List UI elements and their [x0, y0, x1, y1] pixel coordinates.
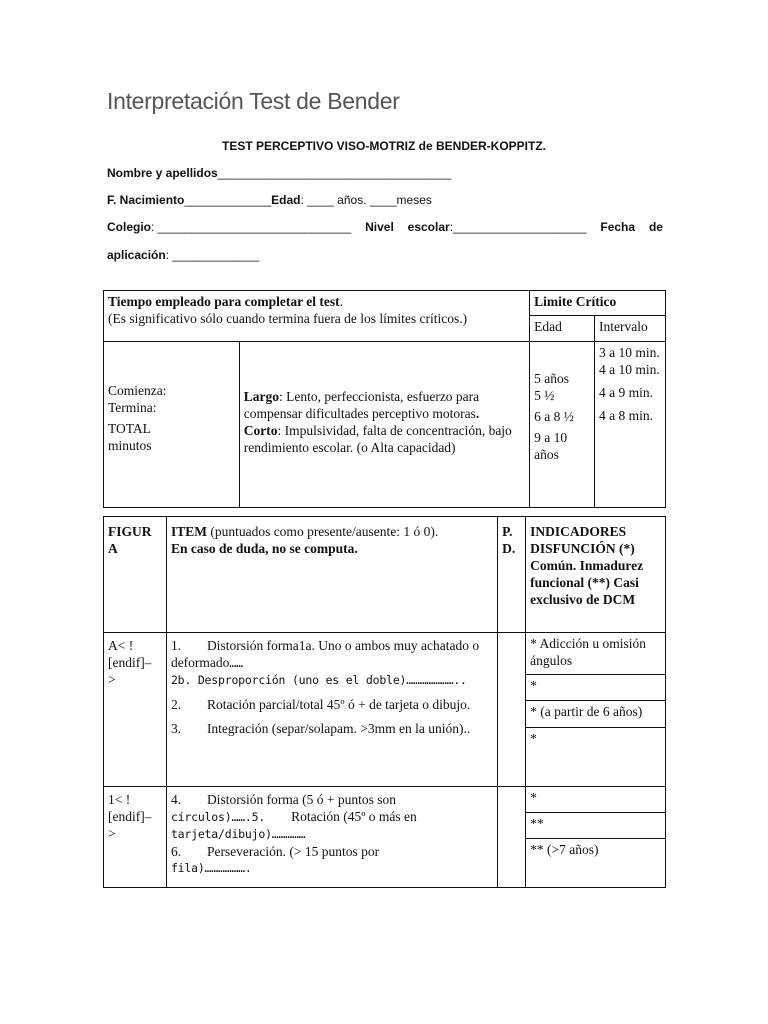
interval-row: 3 a 10 min. — [599, 345, 660, 360]
age-row: 9 a 10 años — [534, 430, 568, 462]
item-header — [166, 517, 497, 633]
time-note: (Es significativo sólo cuando termina fuera de los límites críticos.) — [108, 311, 468, 326]
short-text: : Impulsividad, falta de concentración, bajo rendimiento escolar. (o Alta capacidad) — [243, 423, 512, 455]
date-label-2: de — [648, 220, 663, 234]
indicator-cell: ** (>7 años) — [526, 839, 666, 888]
item-text: Perseveración. (> 15 puntos por — [206, 844, 380, 859]
indicator-cell: * — [526, 787, 666, 813]
item-text: círculos)…….5. — [170, 810, 266, 824]
item-header-note: En caso de duda, no se computa. — [170, 541, 358, 556]
group-a-items — [166, 633, 497, 787]
total-label: TOTAL — [108, 421, 151, 436]
level-field[interactable]: :____________________ — [449, 220, 587, 234]
time-header-cell: Tiempo empleado para completar el test. (Es significativo sólo cuando termina fuera de los límites críticos.) — [104, 291, 530, 342]
application-label: aplicación — [107, 248, 166, 262]
group-1-items — [166, 787, 497, 888]
item-text: 2b. Desproporción (uno es el doble)………………….. — [170, 673, 467, 687]
start-end-cell — [104, 342, 240, 508]
interval-row: 4 a 10 min. — [599, 362, 660, 377]
birth-label: F. Nacimiento — [107, 193, 185, 207]
item-text: Rotación (45º o más en — [291, 809, 417, 824]
item-number: 4. — [170, 792, 182, 807]
item-number: 6. — [170, 844, 182, 859]
school-label: Colegio — [107, 220, 151, 234]
group-1-label: 1< ![endif]– > — [104, 787, 167, 888]
time-title: Tiempo empleado para completar el test — [108, 294, 340, 309]
school-line — [107, 220, 663, 234]
item-text: tarjeta/dibujo)…………… — [170, 827, 306, 841]
pd-header: P. D. — [498, 517, 526, 633]
items-table — [103, 516, 666, 888]
age-header: Edad — [530, 316, 595, 342]
end-label: Termina: — [108, 400, 157, 415]
start-label: Comienza: — [108, 383, 167, 398]
ages-cell — [530, 342, 595, 508]
name-line — [107, 166, 451, 180]
age-field[interactable]: : ____ años. ____meses — [300, 193, 432, 207]
item-header-text: (puntuados como presente/ausente: 1 ó 0). — [206, 524, 439, 539]
age-row: 5 ½ — [534, 388, 555, 403]
age-row: 6 a 8 ½ — [534, 409, 574, 424]
item-number: 2. — [170, 697, 182, 712]
long-text: : Lento, perfeccionista, esfuerzo para compensar dificultades perceptivo motoras — [243, 389, 480, 421]
level-label: Nivel — [365, 220, 394, 234]
item-number: 3. — [170, 721, 182, 736]
item-text: Integración (separ/solapam. >3mm en la unión).. — [206, 721, 471, 736]
school-field[interactable]: : _____________________________ — [151, 220, 352, 234]
test-subtitle: TEST PERCEPTIVO VISO-MOTRIZ de BENDER-KOPPITZ. — [221, 139, 547, 153]
indicators-header: INDICADORES DISFUNCIÓN (*) Común. Inmadurez funcional (**) Casi exclusivo de DCM — [526, 517, 666, 633]
indicator-cell: * — [526, 675, 666, 701]
interval-row: 4 a 8 min. — [599, 408, 654, 423]
interval-header: Intervalo — [595, 316, 666, 342]
short-label: Corto — [243, 423, 278, 438]
limit-header: Limite Crítico — [530, 291, 666, 316]
document-title: Interpretación Test de Bender — [107, 88, 400, 114]
item-text: Rotación parcial/total 45º ó + de tarjeta o dibujo. — [206, 697, 471, 712]
intervals-cell — [595, 342, 666, 508]
item-text: fila)………………. — [170, 861, 252, 875]
indicator-cell: * Adicción u omisión ángulos — [526, 633, 666, 675]
birth-field[interactable]: _____________ — [184, 193, 272, 207]
figure-header: FIGUR A — [104, 517, 167, 633]
date-label: Fecha — [600, 220, 636, 234]
birth-line — [107, 193, 432, 207]
item-dots: …… — [229, 656, 243, 670]
minutes-label: minutos — [108, 438, 152, 453]
application-line — [107, 248, 259, 262]
long-label: Largo — [243, 389, 280, 404]
interpretation-cell: Largo: Lento, perfeccionista, esfuerzo para compensar dificultades perceptivo motoras. Corto: Impulsividad, falta de concentración, bajo rendimiento escolar. (o Alta capacidad) — [239, 342, 529, 508]
indicator-cell: * — [526, 728, 666, 787]
indicator-cell: * (a partir de 6 años) — [526, 701, 666, 728]
item-text: Distorsión forma (5 ó + puntos son — [206, 792, 397, 807]
item-number: 1. — [170, 638, 182, 653]
time-table — [103, 290, 666, 508]
level-label-2: escolar — [407, 220, 450, 234]
item-text: Distorsión forma1a. Uno o ambos muy achatado o deformado — [170, 638, 480, 670]
pd-cell[interactable] — [498, 787, 526, 888]
age-row: 5 años — [534, 371, 569, 386]
name-label: Nombre y apellidos — [107, 166, 218, 180]
item-header-label: ITEM — [170, 524, 207, 539]
interval-row: 4 a 9 min. — [599, 385, 654, 400]
age-label: Edad — [271, 193, 301, 207]
name-field[interactable]: ___________________________________ — [217, 166, 452, 180]
indicator-cell: ** — [526, 813, 666, 839]
application-field[interactable]: : _____________ — [165, 248, 260, 262]
pd-cell[interactable] — [498, 633, 526, 787]
group-a-label: A< ![endif]– > — [104, 633, 167, 787]
